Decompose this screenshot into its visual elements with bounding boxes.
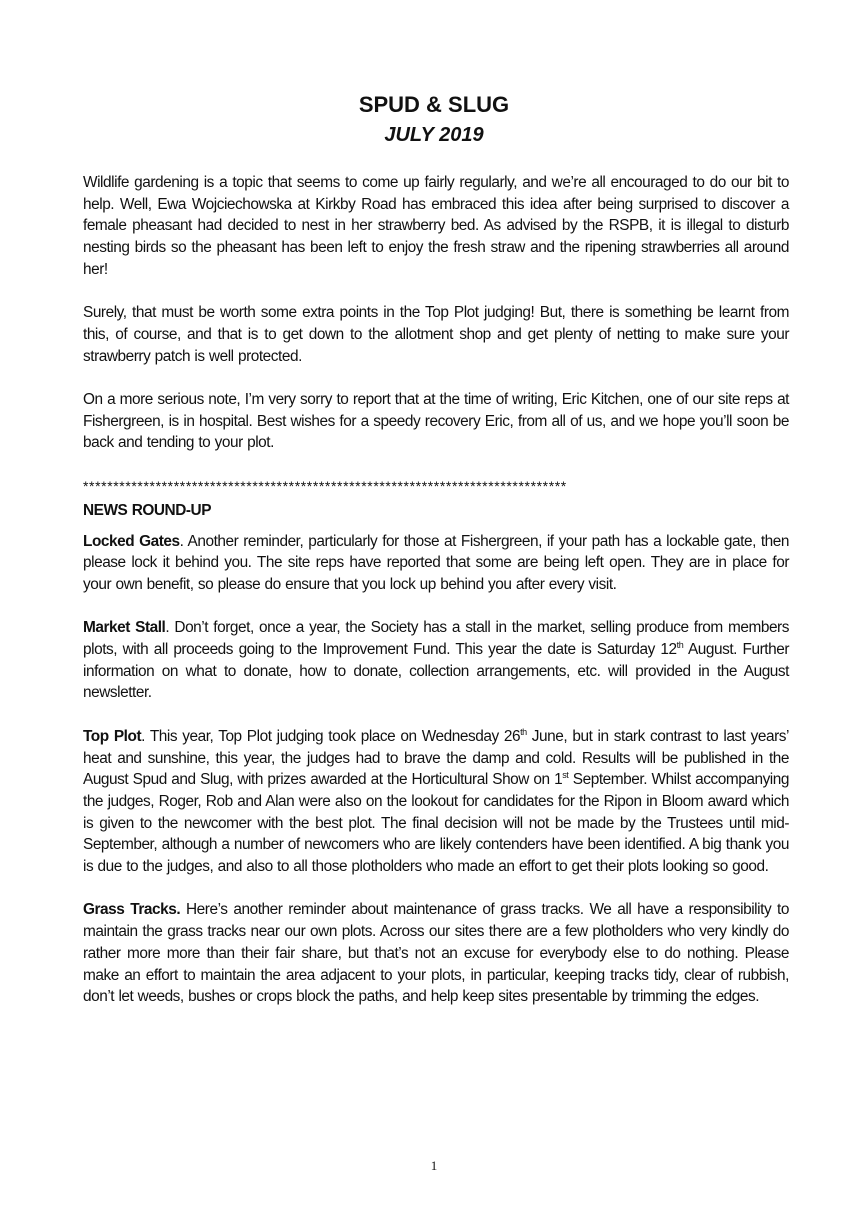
news-item-text: Here’s another reminder about maintenance of grass tracks. We all have a responsibility to maintain the grass tracks near our own plots. Across our sites there are a few plotholders who very kindly do rather more more than their fair share, but that’s not an excuse for everybody else to do nothing. Please make an effort to maintain the area adjacent to your plots, in particular, keeping tracks tidy, clear of rubbish, don’t let weeds, bushes or crops block the paths, and help keep sites presentable by trimming the edges. xyxy=(83,901,789,1006)
ordinal-suffix: st xyxy=(562,770,569,781)
news-item-market-stall xyxy=(83,617,789,704)
news-item-text: This year, Top Plot judging took place on Wednesday 26 xyxy=(144,727,521,745)
news-item-title: Grass Tracks. xyxy=(83,901,181,919)
news-item-title: Top Plot xyxy=(83,727,142,745)
news-item-title-punct: . xyxy=(141,727,145,745)
ordinal-suffix: th xyxy=(520,726,527,737)
intro-paragraph-top-plot-points: Surely, that must be worth some extra points in the Top Plot judging! But, there is something be learnt from this, of course, and that is to get down to the allotment shop and get plenty of netting to make sure your strawberry patch is well protected. xyxy=(83,304,789,365)
news-item-locked-gates xyxy=(83,531,789,596)
newsletter-title: SPUD & SLUG xyxy=(358,92,510,117)
news-item-text-continued: June, but in stark contrast to last years’ heat and sunshine, this year, the judges had to brave the damp and cold. Results will be published in the August Spud and Slug, with prizes awarded at the Horticultural Show on 1 xyxy=(83,727,789,789)
news-item-top-plot xyxy=(83,726,789,878)
section-heading-news-round-up: NEWS ROUND-UP xyxy=(83,501,212,519)
news-item-title-punct: . xyxy=(179,532,184,550)
page-number: 1 xyxy=(430,1158,438,1173)
document-body xyxy=(83,172,789,1030)
news-item-text: Don’t forget, once a year, the Society has a stall in the market, selling produce from members plots, with all proceeds going to the Improvement Fund. This year the date is Saturday 12 xyxy=(83,619,789,658)
news-item-title-punct: . xyxy=(165,619,170,637)
news-item-title: Market Stall xyxy=(83,619,166,637)
news-item-text: Another reminder, particularly for those at Fishergreen, if your path has a lockable gate, then please lock it behind you. The site reps have reported that some are being left open. They are in place for your own benefit, so please do ensure that you lock up behind you after every visit. xyxy=(83,532,789,593)
ordinal-suffix: th xyxy=(676,639,684,650)
intro-paragraph-eric-kitchen: On a more serious note, I’m very sorry to report that at the time of writing, Eric Kitchen, one of our site reps at Fishergreen, is in hospital. Best wishes for a speedy recovery Eric, from all of us, and we hope you’ll soon be back and tending to your plot. xyxy=(83,391,789,452)
news-item-text-continued: August. Further information on what to donate, how to donate, collection arrangements, etc. will provided in the August newsletter. xyxy=(83,641,789,702)
intro-paragraph-wildlife: Wildlife gardening is a topic that seems to come up fairly regularly, and we’re all encouraged to do our bit to help. Well, Ewa Wojciechowska at Kirkby Road has embraced this idea after being surprised to discover a female pheasant had decided to nest in her strawberry bed. As advised by the RSPB, it is illegal to disturb nesting birds so the pheasant has been left to enjoy the fresh straw and the ripening strawberries all around her! xyxy=(83,174,789,278)
newsletter-issue-date: JULY 2019 xyxy=(384,124,484,146)
news-item-grass-tracks xyxy=(83,899,789,1008)
news-item-text-continued: September. Whilst accompanying the judges, Roger, Rob and Alan were also on the lookout for candidates for the Ripon in Bloom award which is given to the newcomer with the best plot. The final decision will not be made by the Trustees until mid-September, although a number of newcomers who are likely contenders have been identified. A big thank you is due to the judges, and also to all those plotholders who made an effort to get their plots looking so good. xyxy=(83,771,789,876)
asterisk-separator: ******************************************************************************** xyxy=(83,477,567,494)
news-item-title: Locked Gates xyxy=(83,532,180,550)
